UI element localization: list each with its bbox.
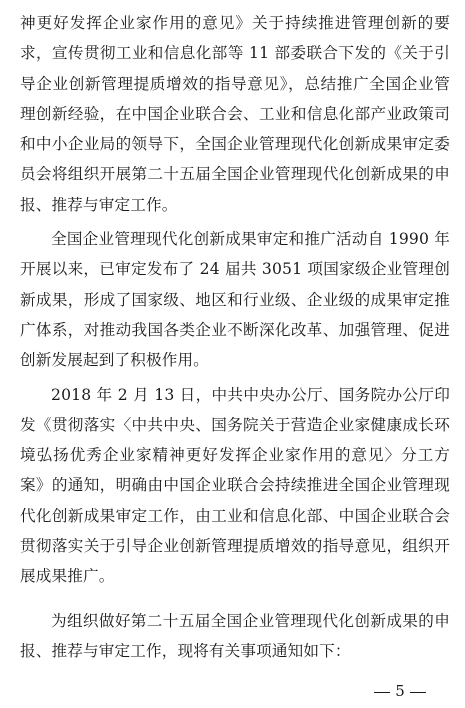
paragraph-continuation: 神更好发挥企业家作用的意见》关于持续推进管理创新的要求，宣传贯彻工业和信息化部等 11 部委联合下发的《关于引导企业创新管理提质增效的指导意见》，总结推广全国企业管理创新经验，在中国企业联合会、工业和信息化部产业政策司和中小企业局的领导下，全国企业管理现代化创新成果审定委员会将组织开展第二十五届全国企业管理现代化创新成果的申报、推荐与审定工作。	[20, 14, 450, 214]
page-footer	[355, 682, 445, 700]
paragraph-announcement: 为组织做好第二十五届全国企业管理现代化创新成果的申报、推荐与审定工作，现将有关事项通知如下：	[20, 611, 450, 660]
footer-dash-right	[410, 692, 426, 693]
paragraph-history: 全国企业管理现代化创新成果审定和推广活动自 1990 年开展以来，已审定发布了 24 届共 3051 项国家级企业管理创新成果，形成了国家级、地区和行业级、企业级的成果审定推广体系，对推动我国各类企业不断深化改革、加强管理、促进创新发展起到了积极作用。	[20, 230, 450, 370]
page-number: 5	[395, 682, 405, 700]
document-page	[20, 6, 450, 666]
footer-dash-left	[374, 692, 390, 693]
paragraph-notice: 2018 年 2 月 13 日，中共中央办公厅、国务院办公厅印发《贯彻落实〈中共中央、国务院关于营造企业家健康成长环境弘扬优秀企业家精神更好发挥企业家作用的意见〉分工方案》的通知，明确由中国企业联合会持续推进全国企业管理现代化创新成果审定工作，由工业和信息化部、中国企业联合会贯彻落实关于引导企业创新管理提质增效的指导意见，组织开展成果推广。	[20, 385, 450, 586]
